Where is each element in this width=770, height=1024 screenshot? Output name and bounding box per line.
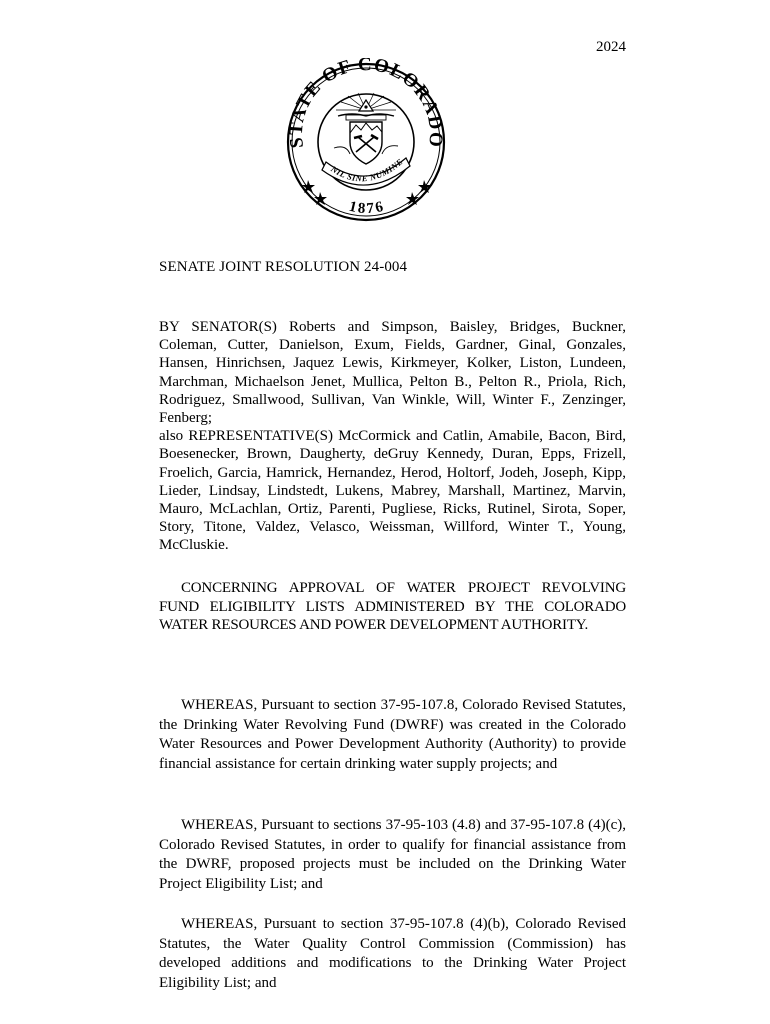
representatives-list: also REPRESENTATIVE(S) McCormick and Catlin, Amabile, Bacon, Bird, Boesenecker, Brown, Daugherty, deGruy Kennedy, Duran, Epps, Frizell, Froelich, Garcia, Hamrick, Hernandez, Herod, Holtorf, Jodeh, Joseph, Kipp, Lieder, Lindsay, Lindstedt, Lukens, Mabrey, Marshall, Martinez, Marvin, Mauro, McLachlan, Ortiz, Parenti, Pugliese, Ricks, Rutinel, Sirota, Soper, Story, Titone, Valdez, Velasco, Weissman, Willford, Winter T., Young, McCluskie. (159, 428, 626, 554)
concerning-clause (159, 579, 626, 635)
seal-motto-text: NIL SINE NUMINE (329, 156, 405, 184)
resolution-title: SENATE JOINT RESOLUTION 24-004 (159, 259, 408, 275)
document-year: 2024 (596, 39, 626, 55)
sponsors-block (159, 318, 626, 555)
svg-text:1876 (347, 198, 386, 217)
concerning-text: CONCERNING APPROVAL OF WATER PROJECT REVOLVING FUND ELIGIBILITY LISTS ADMINISTERED BY THE COLORADO WATER RESOURCES AND POWER DEVELOPMENT AUTHORITY. (159, 580, 626, 633)
whereas-clause-2 (159, 816, 626, 894)
whereas-text-3: WHEREAS, Pursuant to section 37-95-107.8 (4)(b), Colorado Revised Statutes, the Water Quality Control Commission (Commission) has developed additions and modifications to the Drinking Water Project Eligibility List; and (159, 916, 626, 991)
seal-top-text: STATE OF COLORADO (286, 58, 446, 150)
whereas-text-1: WHEREAS, Pursuant to section 37-95-107.8, Colorado Revised Statutes, the Drinking Water Revolving Fund (DWRF) was created in the Colorado Water Resources and Power Development Authority (Authority) to provide financial assistance for certain drinking water supply projects; and (159, 697, 626, 772)
whereas-clause-1 (159, 696, 626, 774)
whereas-text-2: WHEREAS, Pursuant to sections 37-95-103 (4.8) and 37-95-107.8 (4)(c), Colorado Revised Statutes, in order to qualify for financial assistance from the DWRF, proposed projects must be included on the Drinking Water Project Eligibility List; and (159, 817, 626, 892)
senators-list: BY SENATOR(S) Roberts and Simpson, Baisley, Bridges, Buckner, Coleman, Cutter, Danielson, Exum, Fields, Gardner, Ginal, Gonzales, Hansen, Hinrichsen, Jaquez Lewis, Kirkmeyer, Kolker, Liston, Lundeen, Marchman, Michaelson Jenet, Mullica, Pelton B., Pelton R., Priola, Rich, Rodriguez, Smallwood, Sullivan, Van Winkle, Will, Winter F., Zenzinger, Fenberg; (159, 319, 626, 427)
whereas-clause-3 (159, 915, 626, 993)
state-seal-icon (286, 58, 446, 226)
seal-year-text: 1876 (347, 198, 387, 218)
